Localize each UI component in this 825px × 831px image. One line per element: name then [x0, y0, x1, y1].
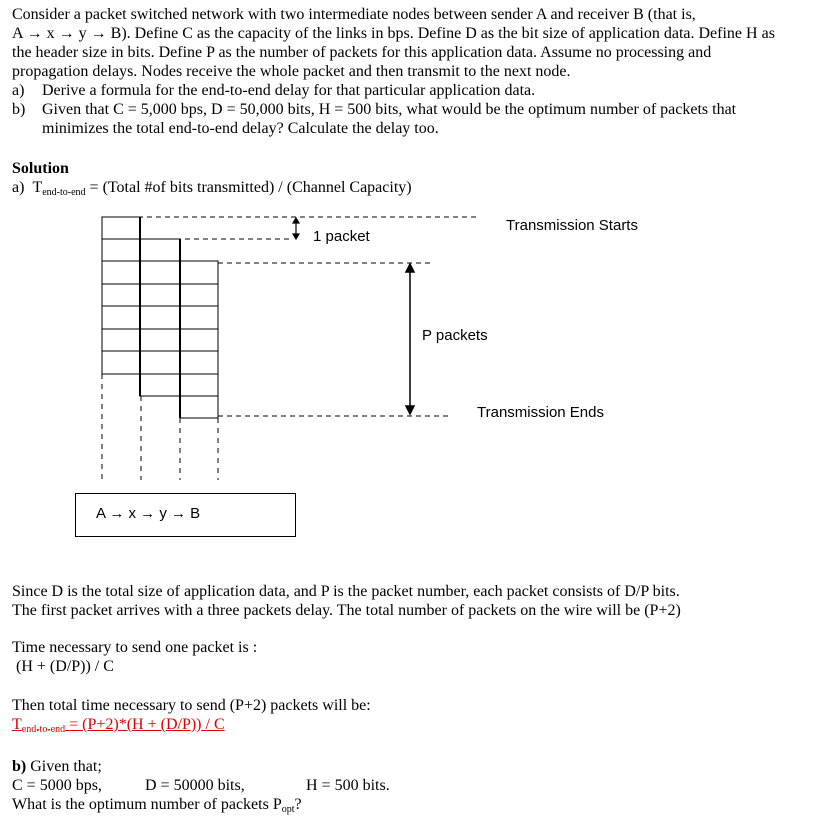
- p-packets-label: P packets: [422, 327, 488, 344]
- d-value: D = 50000 bits,: [145, 777, 245, 794]
- part-b-given: Given that;: [26, 758, 102, 775]
- final-t-subscript: end-to-end: [21, 724, 66, 735]
- t-subscript: end-to-end: [42, 187, 86, 198]
- item-b-text-1: Given that C = 5,000 bps, D = 50,000 bits, H = 500 bits, what would be the optimum number of packets that: [42, 101, 737, 118]
- c-value: C = 5000 bps,: [12, 777, 102, 794]
- transmission-starts-label: Transmission Starts: [506, 217, 638, 234]
- final-formula: [12, 715, 225, 739]
- problem-line-1: Consider a packet switched network with two intermediate nodes between sender A and receiver B (that is,: [12, 6, 696, 23]
- time-one-label: Time necessary to send one packet is :: [12, 639, 258, 656]
- question-post: ?: [294, 796, 302, 813]
- h-value: H = 500 bits.: [306, 777, 390, 794]
- question-sub: opt: [281, 804, 295, 815]
- item-b-marker: b): [12, 101, 26, 118]
- optimum-question: [12, 795, 302, 819]
- one-packet-label: 1 packet: [313, 228, 370, 245]
- problem-line-4: propagation delays. Nodes receive the whole packet and then transmit to the next node.: [12, 63, 571, 80]
- item-a-text: Derive a formula for the end-to-end delay for that particular application data.: [42, 82, 536, 99]
- network-path-box: [75, 493, 296, 537]
- solution-a-marker: a): [12, 179, 25, 196]
- part-b-heading: [12, 757, 102, 776]
- question-pre: What is the optimum number of packets P: [12, 796, 282, 813]
- time-total-label: Then total time necessary to send (P+2) packets will be:: [12, 697, 371, 714]
- item-a-marker: a): [12, 82, 25, 99]
- explanation-line-2: The first packet arrives with a three packets delay. The total number of packets on the wire will be (P+2): [12, 602, 681, 619]
- t-symbol: T: [32, 179, 43, 196]
- formula-rest: = (Total #of bits transmitted) / (Channel Capacity): [85, 179, 412, 196]
- item-b-text-2: minimizes the total end-to-end delay? Calculate the delay too.: [42, 120, 439, 137]
- problem-line-2: A → x → y → B). Define C as the capacity of the links in bps. Define D as the bit size of application data. Define H as: [12, 25, 775, 42]
- time-one-formula: (H + (D/P)) / C: [16, 658, 114, 675]
- explanation-line-1: Since D is the total size of application data, and P is the packet number, each packet consists of D/P bits.: [12, 583, 680, 600]
- problem-line-3: the header size in bits. Define P as the number of packets for this application data. Assume no processing and: [12, 44, 712, 61]
- network-path-label: A → x → y → B: [96, 505, 201, 522]
- part-b-marker: b): [12, 758, 27, 775]
- transmission-ends-label: Transmission Ends: [477, 404, 604, 421]
- final-t-symbol: T: [12, 716, 22, 733]
- final-formula-rest: = (P+2)*(H + (D/P)) / C: [65, 716, 225, 733]
- solution-heading: Solution: [12, 160, 69, 177]
